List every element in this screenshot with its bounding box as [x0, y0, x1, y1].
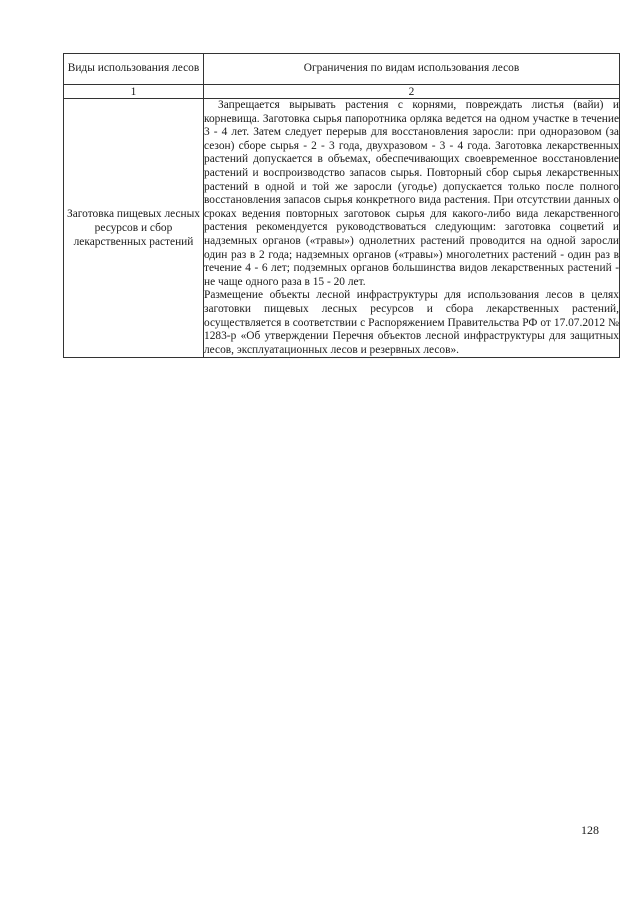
restrictions-paragraph-2: Размещение объекты лесной инфраструктуры для использования лесов в целях заготовки пищевых лесных ресурсов и сбора лекарственных растений, осуществляется в соответствии с Распоряжением Правительства РФ от 17.07.2012 № 1283-р «Об утверждении Перечня объектов лесной инфраструктуры для защитных лесов, эксплуатационных лесов и резервных лесов». — [204, 289, 619, 356]
restrictions-table — [63, 53, 620, 358]
page-number: 128 — [581, 823, 599, 837]
column-number-1: 1 — [64, 85, 204, 99]
forest-use-type-cell: Заготовка пищевых лесных ресурсов и сбор лекарственных растений — [64, 99, 204, 358]
column-number-2: 2 — [204, 85, 620, 99]
header-forest-use-types: Виды использования лесов — [64, 54, 204, 85]
table-header-row — [64, 54, 620, 85]
column-numbering-row — [64, 85, 620, 99]
restrictions-paragraph-1: Запрещается вырывать растения с корнями, повреждать листья (вайи) и корневища. Заготовка сырья папоротника орляка ведется на одном участке в течение 3 - 4 лет. Затем следует перерыв для восстановления заросли: при одноразовом (за сезон) сборе сырья - 2 - 3 года, двухразовом - 3 - 4 года. Заготовка лекарственных растений допускается в объемах, обеспечивающих своевременное восстановление растений и воспроизводство запасов сырья. Повторный сбор сырья лекарственных растений в одной и той же заросли (угодье) допускается только после полного восстановления запасов сырья конкретного вида растения. При отсутствии данных о сроках ведения повторных заготовок сырья для какого-либо вида лекарственного растения рекомендуется руководствоваться следующим: заготовка соцветий и надземных органов («травы») однолетних растений проводится на одной заросли один раз в 2 года; надземных органов («травы») многолетних растений - один раз в течение 4 - 6 лет; подземных органов большинства видов лекарственных растений - не чаще одного раза в 15 - 20 лет. — [204, 99, 619, 288]
header-restrictions: Ограничения по видам использования лесов — [204, 54, 620, 85]
restrictions-cell — [204, 99, 620, 358]
table-row — [64, 99, 620, 358]
